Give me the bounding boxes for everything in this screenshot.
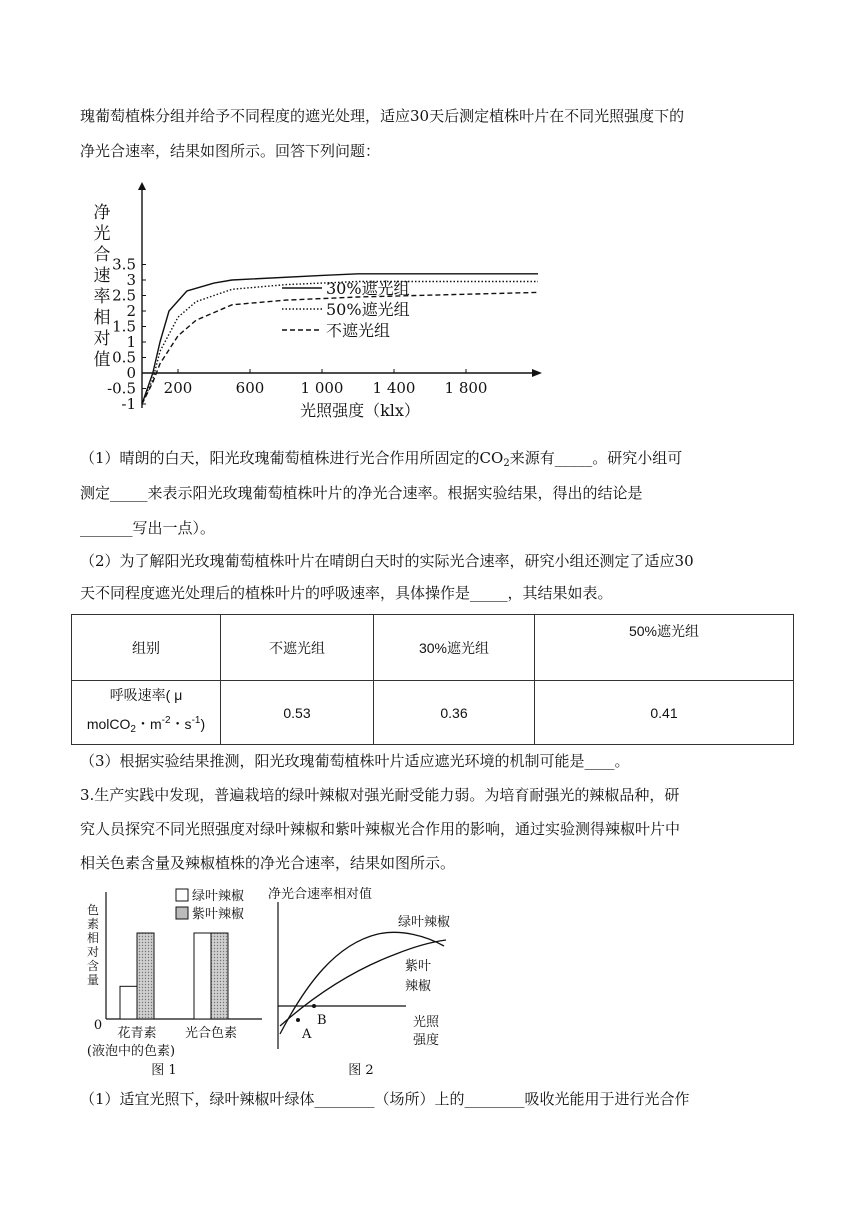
y-axis-label-char: 相 — [93, 308, 111, 328]
y-tick-labels — [107, 256, 146, 414]
figure-caption: 图 1 — [151, 1063, 177, 1078]
figure-caption: 图 2 — [348, 1063, 374, 1078]
q2-line-2: 天不同程度遮光处理后的植株叶片的呼吸速率，具体操作是_____，其结果如表。 — [80, 584, 613, 602]
category-label: (液泡中的色素) — [86, 1044, 176, 1059]
x-axis-label: 光照强度（klx） — [300, 401, 420, 420]
bar — [194, 933, 211, 1019]
y-axis-label: 净光合速率相对值 — [268, 887, 373, 902]
table-cell: 0.36 — [374, 681, 535, 745]
y-axis-label-char: 值 — [93, 350, 111, 370]
legend-label: 紫叶辣椒 — [192, 907, 245, 922]
legend-swatch — [176, 907, 188, 919]
p3-line-3: 相关色素含量及辣椒植株的净光合速率，结果如图所示。 — [80, 854, 456, 872]
legend-label: 50%遮光组 — [326, 300, 410, 319]
table-header-cell: 组别 — [72, 615, 221, 681]
x-tick-label: 600 — [235, 379, 265, 397]
table-header-cell: 不遮光组 — [221, 615, 374, 681]
x-tick-label: 1 800 — [444, 379, 488, 397]
x-axis-label: 光照 — [412, 1015, 440, 1030]
table-row — [72, 681, 794, 745]
table-header-cell: 30%遮光组 — [374, 615, 535, 681]
legend-label: 30%遮光组 — [326, 279, 410, 298]
legend-label: 不遮光组 — [326, 321, 391, 340]
y-axis-label-char: 含 — [86, 959, 100, 973]
q1-line-2: 测定_____来表示阳光玫瑰葡萄植株叶片的净光合速率。根据实验结果，得出的结论是 — [80, 484, 643, 502]
y-tick-label: -1 — [121, 395, 136, 413]
y-tick-label: -0.5 — [107, 379, 136, 398]
y-axis-label-char: 对 — [86, 945, 100, 959]
net-photosynthesis-line-chart — [80, 178, 550, 438]
category-label: 花青素 — [117, 1026, 157, 1041]
category-label: 光合色素 — [184, 1026, 238, 1041]
point-label: B — [317, 1013, 327, 1028]
y-tick-label: 0 — [126, 364, 136, 382]
x-tick-label: 1 400 — [372, 379, 416, 397]
y-axis-label-char: 净 — [93, 203, 111, 223]
y-axis-label-char: 色 — [86, 903, 100, 917]
y-tick-label: 0.5 — [112, 348, 136, 367]
bar — [120, 986, 137, 1019]
y-axis-label-char: 对 — [93, 329, 111, 349]
y-axis-label-char: 速 — [93, 266, 111, 286]
chart-legend — [282, 279, 410, 340]
y-axis-label — [94, 203, 111, 370]
y-axis-label-char: 素 — [86, 917, 100, 931]
x-axis-label: 强度 — [412, 1033, 440, 1048]
x-tick-label: 1 000 — [300, 379, 344, 397]
point-a — [296, 1018, 300, 1022]
y-axis-label-char: 率 — [93, 287, 111, 307]
y-axis-label-char: 相 — [86, 931, 100, 945]
zero-label: 0 — [93, 1018, 103, 1033]
series-label: 辣椒 — [404, 979, 432, 994]
series-label: 紫叶 — [404, 959, 432, 974]
p3-line-2: 究人员探究不同光照强度对绿叶辣椒和紫叶辣椒光合作用的影响，通过实验测得辣椒叶片中 — [80, 820, 681, 838]
intro-line-1: 瑰葡萄植株分组并给予不同程度的遮光处理，适应30天后测定植株叶片在不同光照强度下的 — [80, 107, 685, 125]
y-axis-label-char: 光 — [93, 224, 111, 244]
table-header-cell: 50%遮光组 — [535, 615, 794, 681]
y-axis-arrow — [138, 182, 146, 190]
q2-line-1: （2）为了解阳光玫瑰葡萄植株叶片在晴朗白天时的实际光合速率，研究小组还测定了适应30 — [80, 552, 694, 570]
x-axis-arrow — [532, 369, 542, 377]
legend-swatch — [176, 889, 188, 901]
y-axis-label-char: 合 — [93, 245, 111, 265]
pigment-content-bar-chart — [84, 884, 266, 1084]
y-tick-label: 3 — [126, 271, 136, 289]
point-b — [312, 1004, 316, 1008]
y-axis-label-char: 量 — [86, 973, 100, 987]
y-tick-label: 2.5 — [112, 286, 136, 305]
q1-line-1: （1）晴朗的白天，阳光玫瑰葡萄植株进行光合作用所固定的$CO_2$来源有_____。研究小组可 — [80, 449, 683, 469]
table-cell: 0.53 — [221, 681, 374, 745]
y-tick-label: 1 — [126, 333, 136, 351]
legend-label: 绿叶辣椒 — [192, 889, 245, 904]
series-label: 绿叶辣椒 — [397, 915, 451, 930]
pepper-net-photosynthesis-chart — [266, 884, 466, 1084]
p3-q1-line: （1）适宜光照下，绿叶辣椒叶绿体________（场所）上的________吸收光能用于进行光合作 — [80, 1090, 690, 1108]
y-tick-label: 2 — [126, 302, 136, 320]
respiration-rate-table — [71, 614, 794, 745]
y-tick-label: 3.5 — [112, 255, 136, 274]
q1-line-3: _______写出一点）。 — [80, 519, 216, 537]
q3-line: （3）根据实验结果推测，阳光玫瑰葡萄植株叶片适应遮光环境的机制可能是____。 — [80, 752, 630, 770]
p3-line-1: 3.生产实践中发现，普遍栽培的绿叶辣椒对强光耐受能力弱。为培育耐强光的辣椒品种，研 — [80, 786, 680, 804]
bar — [211, 933, 228, 1019]
bar — [137, 933, 154, 1019]
table-cell: 0.41 — [535, 681, 794, 745]
table-header-row — [72, 615, 794, 681]
intro-line-2: 净光合速率，结果如图所示。回答下列问题： — [80, 142, 381, 160]
y-tick-label: 1.5 — [112, 317, 136, 336]
x-tick-label: 200 — [163, 379, 193, 397]
point-label: A — [302, 1027, 312, 1042]
row-label-respiration-rate: 呼吸速率( μ molCO$_2$・$m^{-2}$・$s^{-1}$) — [72, 681, 221, 745]
